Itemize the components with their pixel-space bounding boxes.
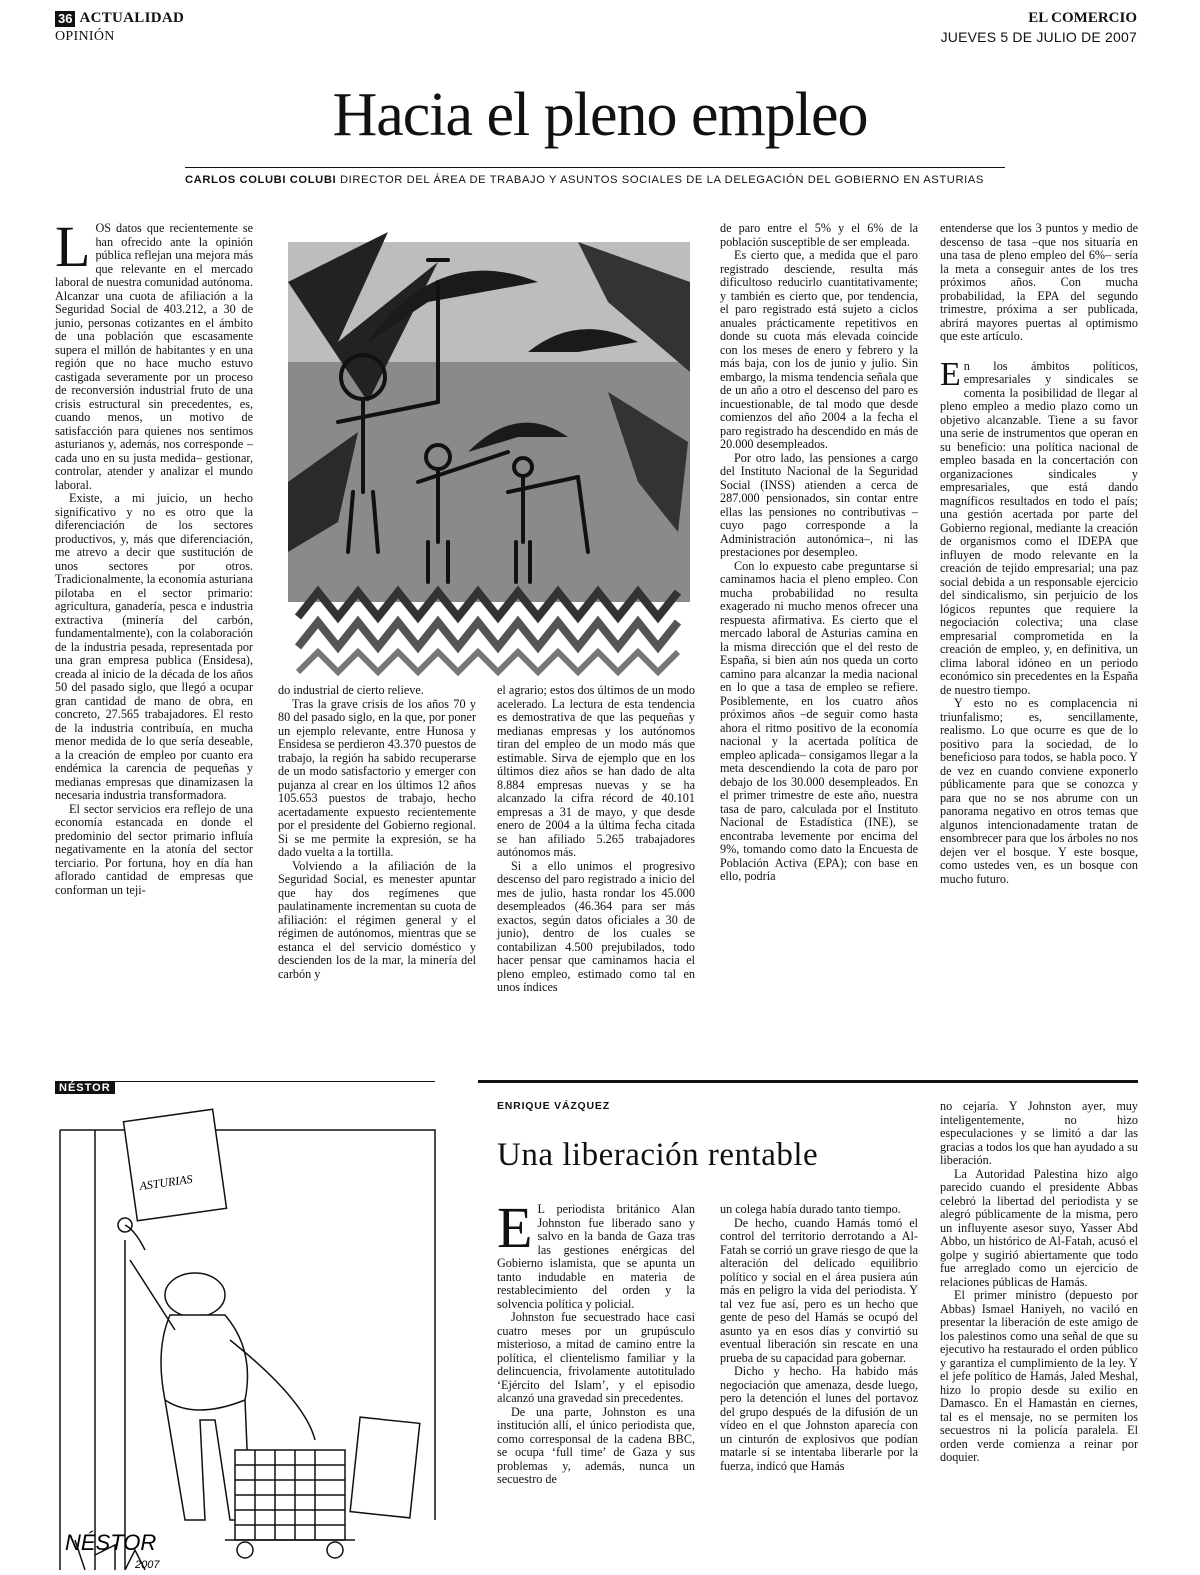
article2-rule <box>478 1080 1138 1083</box>
drop-cap: L <box>55 214 91 279</box>
author-role: DIRECTOR DEL ÁREA DE TRABAJO Y ASUNTOS SOCIALES DE LA DELEGACIÓN DEL GOBIERNO EN ASTURIAS <box>339 174 984 186</box>
article-title: Hacia el pleno empleo <box>332 81 868 149</box>
paragraph: De hecho, cuando Hamás tomó el control del territorio derrotando a Al-Fatah se corrió un grave riesgo de que la alteración del delicado equilibrio político y social en el área pusiera aún más en peligro la vida del periodista. Y tal vez fue así, pero es un hecho que gente de peso del Hamás se ocupó del asunto ya en esos días y convirtió su eventual liberación sin rescate en una prueba de su capacidad para gobernar. <box>720 1215 918 1365</box>
section-name: ACTUALIDAD <box>79 10 185 26</box>
article1-column-3 <box>497 684 695 1044</box>
paragraph: Si a ello unimos el progresivo descenso del paro registrado a inicio del mes de julio, hasta rondar los 45.000 desempleados (46.364 para ser más exactos, según datos oficiales a 30 de junio), dentro de los cuales se contabilizan 4.500 prejubilados, todo hacer pensar que caminamos hacia el pleno empleo, estimado como tal en unos índices <box>497 858 695 994</box>
paragraph: Volviendo a la afiliación de la Seguridad Social, es menester apuntar que hay dos regímenes que paulatinamente incrementan su cuota de afiliación: el régimen general y el régimen de autónomos, mientras que se estanca el del servicio doméstico y descienden los de la mar, la minería del carbón y <box>278 858 476 981</box>
article2-title: Una liberación rentable <box>497 1137 819 1173</box>
newspaper-name: EL COMERCIO <box>1028 10 1137 26</box>
paragraph: Existe, a mi juicio, un hecho significativo y no es otro que la diferenciación de los sectores productivos, y, más que diferenciación, me atrevo a decir que sustitución de unos sectores por otros. Tradicionalmente, la economía asturiana pilotaba en el sector primario: agricultura, ganadería, pesca e industria extractiva (minería del carbón, fundamentalmente), con la colaboración de la industria pesada, representada por una gran empresa publica (Ensidesa), creada al inicio de la década de los años 50 del pasado siglo, que llegó a ocupar gran cantidad de mano de obra, en concreto, 27.565 trabajadores. El resto de la industria contribuía, en mucha menor medida de lo que sería deseable, a la creación de empleo por cuanto era endémica la carencia de pequeñas y medianas empresas que dinamizasen la necesaria industria transformadora. <box>55 491 253 802</box>
paragraph: Dicho y hecho. Ha habido más negociación que amenaza, desde luego, pero la detención el lunes del portavoz del grupo después de la difusión de un vídeo en el que Johnston aparecía con un cinturón de explosivos que podían matarle si se intentaba liberarle por la fuerza, indicó que Hamás <box>720 1364 918 1473</box>
paragraph: un colega había durado tanto tiempo. <box>720 1202 901 1216</box>
article1-column-4 <box>720 222 918 1042</box>
paragraph: el agrario; estos dos últimos de un modo acelerado. La lectura de esta tendencia es demostrativa de que las pequeñas y medianas empresas y los autónomos tiran del empleo de un modo más que estimable. Sirva de ejemplo que en los últimos diez años se han dado de alta 8.884 empresas nuevas y se ha alcanzado la cifra récord de 40.101 empresas a 31 de mayo, y que desde enero de 2004 a la última fecha citada se han afiliado 5.265 trabajadores autónomos más. <box>497 683 695 859</box>
paragraph: De una parte, Johnston es una institución allí, el único periodista que, como corresponsal de la cadena BBC, se ocupa ‘full time’ de Gaza y sus problemas y, además, nunca un secuestro de <box>497 1404 695 1486</box>
paragraph: Por otro lado, las pensiones a cargo del Instituto Nacional de la Seguridad Social (INSS) atienden a cerca de 287.000 pensionados, sin contar entre ellas las pensiones no contributivas –cuyo pago corresponde a la Administración autonómica–, ni las prestaciones por desempleo. <box>720 450 918 559</box>
issue-date: JUEVES 5 DE JULIO DE 2007 <box>940 29 1137 45</box>
article2-author: ENRIQUE VÁZQUEZ <box>497 1100 610 1112</box>
paragraph: L periodista británico Alan Johnston fue liberado sano y salvo en la banda de Gaza tras las gestiones enérgicas del Gobierno islamista, que se apunta un tanto indudable en materia de restablecimiento del orden y la solvencia política y policial. <box>497 1202 695 1311</box>
article1-column-2 <box>278 684 476 1044</box>
paragraph: Tras la grave crisis de los años 70 y 80 del pasado siglo, en la que, por poner un ejemplo relevante, entre Hunosa y Ensidesa se perdieron 43.370 puestos de trabajo, la región ha sabido recuperarse de un modo satisfactorio y emerger con pujanza al crear en los últimos 12 años 105.653 puestos de trabajo, hecho acertadamente expuesto recientemente por el presidente del Gobierno regional. Si se me permite la expresión, se ha dado vuelta a la tortilla. <box>278 696 476 859</box>
paragraph: Y esto no es complacencia ni triunfalismo; es, sencillamente, realismo. Lo que ocurre es que de lo positivo para la sociedad, de lo beneficioso para todos, se habla poco. Y de vez en cuando conviene exponerlo públicamente para que se conozca y para que no se nos abrume con un panorama negativo en otros temas que algunos intencionadamente tratan de ensombrecer para que los árboles no nos dejen ver el bosque. Y este bosque, como ustedes ven, es un bosque con mucho futuro. <box>940 696 1138 886</box>
drop-cap: E <box>940 355 961 393</box>
paragraph: de paro entre el 5% y el 6% de la población susceptible de ser empleada. <box>720 221 918 249</box>
page-header-right <box>941 10 1137 45</box>
paragraph: OS datos que recientemente se han ofrecido ante la opinión pública reflejan una mejora más que relevante en el mercado laboral de nuestra comunidad autónoma. Alcanzar una cuota de afiliación a la Seguridad Social de 403.212, a 30 de junio, personas cotizantes en el ámbito de una población que escasamente supera el millón de habitantes y en una región que no hace mucho estuvo castigada severamente por un proceso de reconversión industrial fruto de una crisis estructural sin precedentes, es, cuando menos, un motivo de satisfacción para quienes nos sentimos asturianos y, además, nos corresponde –cada uno en su justa medida– gestionar, controlar, atender y analizar el mundo laboral. <box>55 221 253 492</box>
paragraph: El primer ministro (depuesto por Abbas) Ismael Haniyeh, no vaciló en presentar la liberación de este amigo de los palestinos como una señal de que su ejecutivo ha restaurado el orden público y garantiza el cumplimiento de la ley. Y el jefe político de Hamás, Jaled Meshal, hizo lo propio desde su exilio en Damasco. En el Hamastán en ciernes, tal es el mensaje, no se permiten los secuestros ni la policía paralela. El orden verde comienza a reinar por doquier. <box>940 1288 1138 1464</box>
paragraph: El sector servicios era reflejo de una economía estancada en donde el predominio del sector primario influía negativamente en la atonía del sector terciario. Por fortuna, hoy en día han aflorado cantidad de empresas que conforman un teji- <box>55 801 253 897</box>
article2-column-2 <box>720 1203 918 1573</box>
cartoon-illustration <box>55 1100 475 1570</box>
paragraph: entenderse que los 3 puntos y medio de descenso de tasa –que nos situaría en una tasa de pleno empleo del 6%– sería la meta a conseguir antes de los tres próximos años. Con mucha probabilidad, la EPA del segundo trimestre, próxima a ser publicada, abrirá mayores puertas al optimismo que este artículo. <box>940 221 1138 343</box>
paragraph: Con lo expuesto cabe preguntarse si caminamos hacia el pleno empleo. Con mucha probabilidad no resulta exagerado ni mucho menos ofrecer una respuesta afirmativa. Es cierto que el mercado laboral de Asturias camina en la misma dirección que el del resto de España, si bien aún nos queda un corto camino para alcanzar la media nacional en lo que a tasa de empleo se refiere. Posiblemente, en los cuatro años próximos años –de seguir como hasta ahora el ritmo positivo de la economía nacional y la acertada política de empleo aplicada– consigamos llegar a la meta descendiendo la cota de paro por debajo de los 30.000 desempleados. En el primer trimestre de este año, nuestra tasa de paro, calculada por el Instituto Nacional de Estadística (INE), se encontraba levemente por encima del 9%, tomando como dato la Encuesta de Población Activa (EPA); con base en ello, podría <box>720 558 918 883</box>
paragraph: Es cierto que, a medida que el paro registrado desciende, resulta más dificultoso reducirlo cuantitativamente; y también es cierto que, por tendencia, el paro registrado está sujeto a ciclos anuales prácticamente repetitivos en donde su cuota más elevada coincide con los meses de enero y febrero y la más baja, con los de junio y julio. Sin embargo, la misma tendencia señala que de un año a otro el descenso del paro es incuestionable, de tal modo que desde comienzos del año 2004 a la fecha el paro registrado ha descendido en más de 20.000 desempleados. <box>720 248 918 451</box>
paragraph: Johnston fue secuestrado hace casi cuatro meses por un grupúsculo misterioso, a mitad de camino entre la política, el clientelismo familiar y la delincuencia, frivolamente autotitulado ‘Ejército del Islam’, y el episodio alcanzó una gravedad sin precedentes. <box>497 1310 695 1405</box>
paragraph: no cejaría. Y Johnston ayer, muy inteligentemente, no hizo especulaciones y se limitó a dar las gracias a todos los que han ayudado a su liberación. <box>940 1099 1138 1167</box>
paragraph: do industrial de cierto relieve. <box>278 683 424 697</box>
paragraph: n los ámbitos políticos, empresariales y sindicales se comenta la posibilidad de llegar al pleno empleo a medio plazo como un objetivo alcanzable. Tiene a su favor una serie de instrumentos que operan en su beneficio: una política nacional de empleo basada en la concertación con organizaciones sindicales y empresariales, que está dando magníficos resultados en todo el país; una gestión acertada por parte del Gobierno regional, mediante la creación de organismos como el IDEPA que influyen de modo relevante en la creación de tejido empresarial; una paz social debida a un responsable ejercicio del sindicalismo, sin perjuicio de los lógicos repuntes que requiere la negociación colectiva; una clase empresarial comprometida en la creación de empleo, y, en definitiva, un clima laboral idóneo en un periodo económico sin precedentes en la España de nuestro tiempo. <box>940 358 1138 697</box>
article1-column-1 <box>55 214 253 1042</box>
byline-rule <box>185 167 1005 168</box>
cartoon-signature: NÉSTOR <box>65 1530 157 1555</box>
cartoon-sign-text: ASTURIAS <box>138 1171 194 1194</box>
article-illustration <box>278 222 700 677</box>
cartoonist-tag: NÉSTOR <box>55 1082 115 1094</box>
paragraph: La Autoridad Palestina hizo algo parecido cuando el presidente Abbas celebró la libertad del periodista y se alegró públicamente de la misma, pero un influyente asesor suyo, Yasser Abd Abbo, un histórico de Al-Fatah, acusó el golpe y sugirió abiertamente que todo fue arreglado como un ejercicio de relaciones públicas de Hamás. <box>940 1166 1138 1289</box>
article2-column-1 <box>497 1195 695 1573</box>
page-number: 36 <box>55 11 75 27</box>
subsection-name: OPINIÓN <box>55 29 115 44</box>
article2-column-3 <box>940 1100 1138 1572</box>
drop-cap: E <box>497 1195 533 1260</box>
byline <box>185 174 1025 186</box>
page-header-left <box>55 10 184 45</box>
article1-column-5 <box>940 222 1138 1042</box>
author-name: CARLOS COLUBI COLUBI <box>185 174 337 186</box>
cartoon-year: 2007 <box>135 1559 160 1570</box>
